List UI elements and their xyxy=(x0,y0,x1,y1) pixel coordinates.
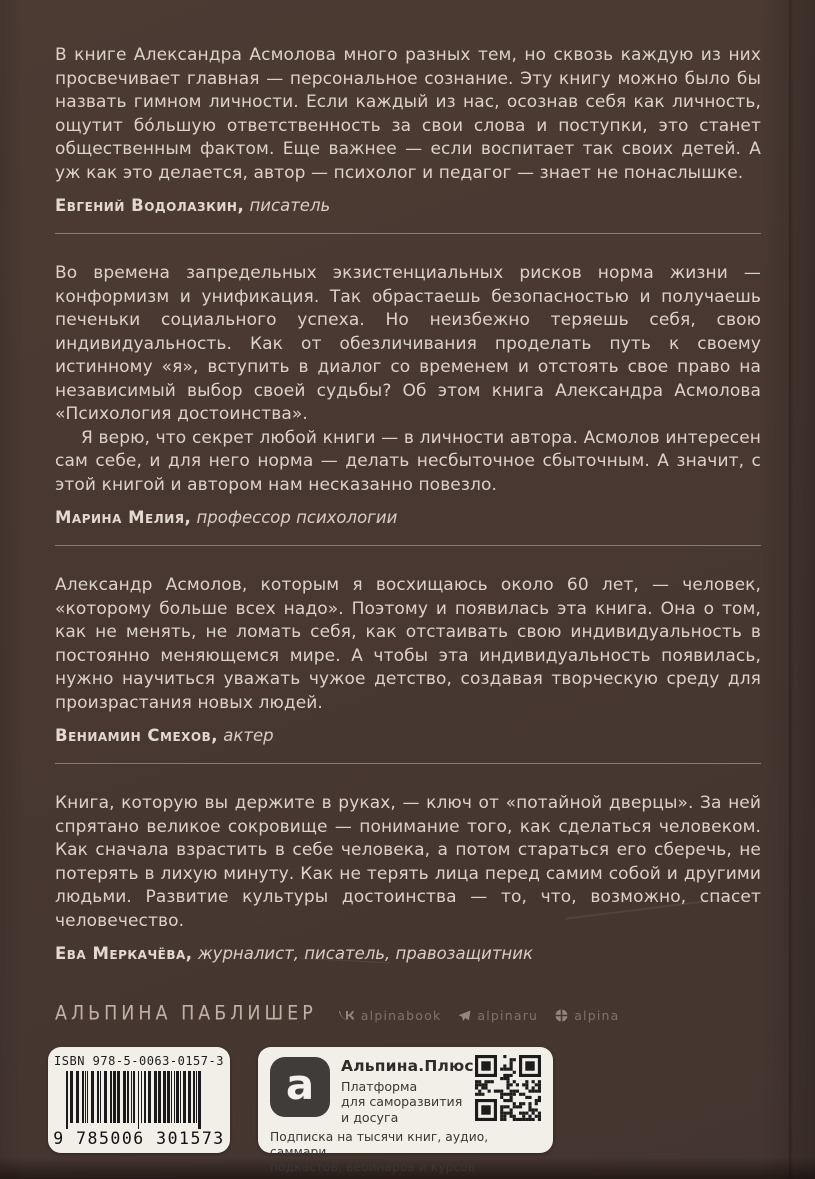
signature-role: писатель xyxy=(249,196,331,215)
social-links xyxy=(339,1008,620,1023)
signature xyxy=(55,194,761,217)
alpina-plus-subtitle xyxy=(341,1079,464,1125)
signature-separator: , xyxy=(237,196,250,215)
blurb-quote-3 xyxy=(55,574,761,747)
publisher-row xyxy=(55,1004,620,1024)
section-divider xyxy=(55,763,761,764)
signature-author: Марина Мелия xyxy=(55,508,185,527)
signature-role: актер xyxy=(223,726,274,745)
blurb-paragraph: Александр Асмолов, которым я восхищаюсь около 60 лет, — человек, «которому больше всех надо». Поэтому и появилась эта книга. Она о том, как не менять, не ломать себя, как отстаивать свою индивидуальность в постоянно меняющемся мире. А чтобы эта индивидуальность появилась, нужно научиться уважать чужое детство, создавая творческую среду для произрастания новых людей. xyxy=(55,575,761,713)
blurb-paragraph: В книге Александра Асмолова много разных тем, но сквозь каждую из них просвечивает главная — персональное сознание. Эту книгу можно было бы назвать гимном личности. Если каждый из нас, осознав себя как личность, ощутит бо́льшую ответственность за свои слова и поступки, это станет общественным фактом. Еще важнее — если воспитает так своих детей. А уж как это делается, автор — психолог и педагог — знает не понаслышке. xyxy=(55,45,761,183)
signature-separator: , xyxy=(184,508,197,527)
social-handle: alpina xyxy=(574,1008,620,1023)
section-divider xyxy=(55,233,761,234)
signature xyxy=(55,724,761,747)
signature xyxy=(55,506,761,529)
isbn-label: ISBN 978-5-0063-0157-3 xyxy=(54,1054,224,1068)
barcode xyxy=(66,1071,218,1129)
vk-icon xyxy=(339,1010,355,1021)
qr-code xyxy=(475,1055,541,1121)
signature xyxy=(55,942,761,965)
signature-role: журналист, писатель, правозащитник xyxy=(197,944,533,963)
blurbs-column xyxy=(55,44,761,965)
subtitle-line: для саморазвития xyxy=(341,1094,463,1110)
blurb-paragraph: Книга, которую вы держите в руках, — ключ от «потайной дверцы». За ней спрятано великое сокровище — понимание того, как сделаться человеком. Как сначала взрастить в себе человека, а потом стараться его сберечь, не потерять в лихую минуту. Как не терять лица перед самим собой и другими людьми. Развитие культуры достоинства — то, что, возможно, спасет человечество. xyxy=(55,793,761,931)
publisher-logo: АЛЬПИНА ПАБЛИШЕР xyxy=(55,1002,317,1026)
blurb-paragraph: Во времена запредельных экзистенциальных рисков норма жизни — конформизм и унификация. Так обрастаешь безопасностью и получаешь печеньки социального успеха. Но неизбежно теряешь себя, свою индивидуальность. Как от обезличивания проделать путь к своему истинному «я», вступить в диалог со временем и отстоять свое право на независимый выбор своей судьбы? Об этом книга Александра Асмолова «Психология достоинства». xyxy=(55,263,761,424)
blurb-paragraph: Я верю, что секрет любой книги — в личности автора. Асмолов интересен сам себе, и для него норма — делать несбыточное сбыточным. А значит, с этой книгой и автором нам несказанно повезло. xyxy=(55,427,761,495)
signature-separator: , xyxy=(211,726,224,745)
section-divider xyxy=(55,545,761,546)
description-line: Подписка на тысячи книг, аудио, саммари, xyxy=(270,1130,489,1160)
blurb-quote-1 xyxy=(55,44,761,217)
zen-icon xyxy=(555,1009,568,1022)
signature-author: Евгений Водолазкин xyxy=(55,196,238,215)
subtitle-line: и досуга xyxy=(341,1109,399,1125)
social-handle: alpinaru xyxy=(477,1008,539,1023)
subtitle-line: Платформа xyxy=(341,1079,418,1094)
isbn-barcode-sticker xyxy=(48,1047,230,1153)
alpina-app-icon: а xyxy=(270,1057,330,1117)
social-vk xyxy=(339,1008,442,1023)
barcode-digits: 9 785006 301573 xyxy=(53,1129,225,1148)
signature-author: Вениамин Смехов xyxy=(55,726,212,745)
alpina-plus-description xyxy=(270,1130,541,1175)
blurb-quote-4 xyxy=(55,792,761,965)
social-zen xyxy=(555,1008,619,1023)
description-line: подкастов, вебинаров и курсов xyxy=(270,1160,476,1175)
telegram-icon xyxy=(458,1010,471,1022)
alpina-plus-title: Альпина.Плюс xyxy=(341,1057,474,1075)
blurb-quote-2 xyxy=(55,262,761,529)
cover-crease xyxy=(789,0,791,1179)
social-telegram xyxy=(458,1008,538,1023)
social-handle: alpinabook xyxy=(360,1008,442,1023)
signature-author: Ева Меркачёва xyxy=(55,944,186,963)
signature-separator: , xyxy=(185,944,198,963)
signature-role: профессор психологии xyxy=(196,508,398,527)
alpina-plus-sticker xyxy=(258,1047,553,1175)
